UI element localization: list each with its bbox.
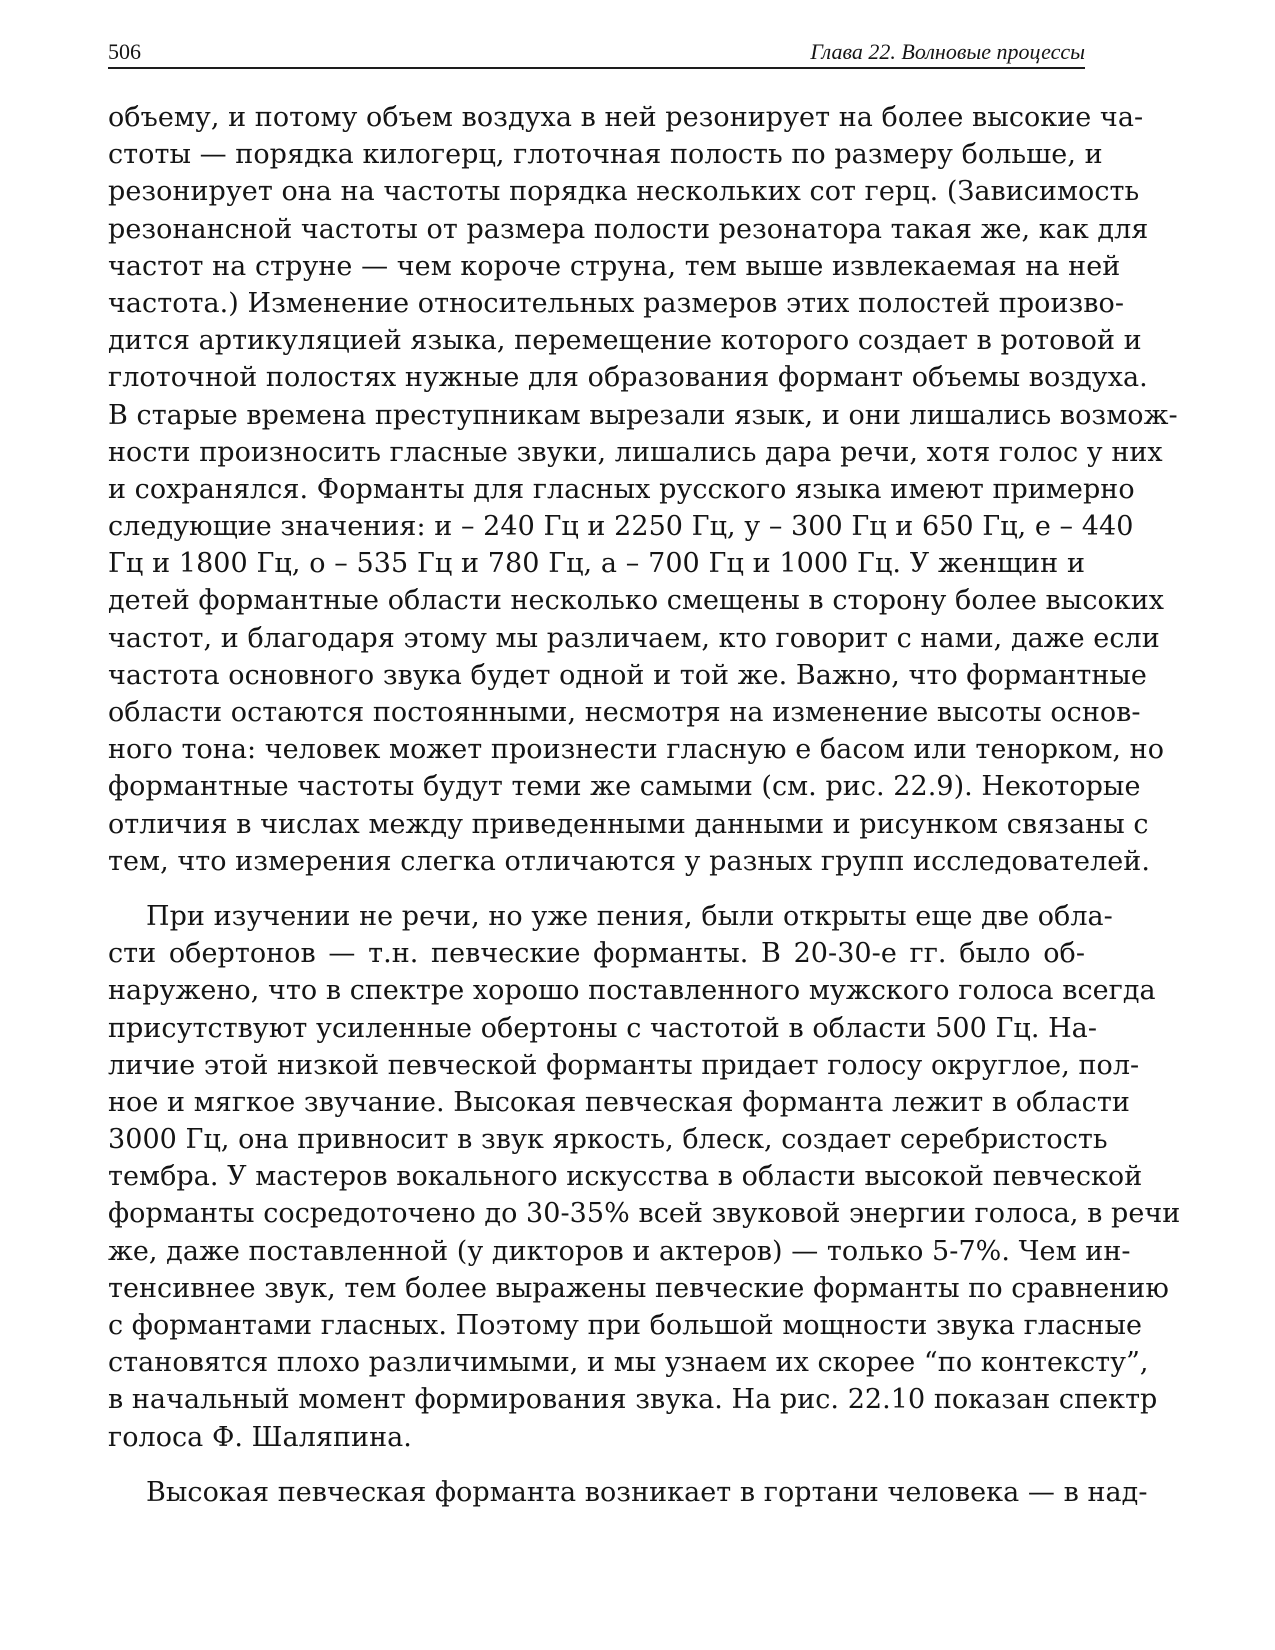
- text-line: объему, и потому объем воздуха в ней резонирует на более высокие ча-: [108, 102, 1144, 133]
- text-line: отличия в числах между приведенными данными и рисунком связаны с: [108, 808, 1149, 840]
- text-line: с формантами гласных. Поэтому при большой мощности звука гласные: [108, 1310, 1143, 1341]
- text-line: следующие значения: и – 240 Гц и 2250 Гц, у – 300 Гц и 650 Гц, е – 440: [108, 511, 1134, 543]
- text-line: глоточной полостях нужные для образования формант объемы воздуха.: [108, 362, 1148, 394]
- paragraph-high-singing-formant: [108, 1474, 1148, 1511]
- text-line: Высокая певческая форманта возникает в гортани человека — в над-: [146, 1476, 1148, 1508]
- text-line: 3000 Гц, она привносит в звук яркость, блеск, создает серебристость: [108, 1124, 1108, 1156]
- header-rule: [108, 67, 1085, 69]
- text-line: голоса Ф. Шаляпина.: [108, 1421, 412, 1453]
- text-line: частот на струне — чем короче струна, тем выше извлекаемая на ней: [108, 250, 1121, 282]
- text-line: детей формантные области несколько смещены в сторону более высоких: [108, 585, 1165, 617]
- paragraph-spacer: [108, 1456, 1085, 1474]
- text-line: присутствуют усиленные обертоны с частотой в области 500 Гц. На-: [108, 1012, 1098, 1044]
- text-line: области остаются постоянными, несмотря на изменение высоты основ-: [108, 697, 1141, 728]
- text-line: тембра. У мастеров вокального искусства в области высокой певческой: [108, 1161, 1143, 1193]
- text-line: тем, что измерения слегка отличаются у разных групп исследователей.: [108, 845, 1150, 877]
- running-header: [108, 36, 1085, 68]
- text-line: При изучении не речи, но уже пения, были открыты еще две обла-: [146, 900, 1113, 932]
- text-line: дится артикуляцией языка, перемещение которого создает в ротовой и: [108, 325, 1142, 357]
- paragraph-spacer: [108, 880, 1085, 898]
- paragraph-formants-vowels: [108, 99, 1178, 880]
- text-line: стоты — порядка килогерц, глоточная полость по размеру больше, и: [108, 139, 1103, 171]
- text-line: резонансной частоты от размера полости резонатора такая же, как для: [108, 213, 1149, 245]
- text-line: ное и мягкое звучание. Высокая певческая форманта лежит в области: [108, 1086, 1130, 1118]
- text-line: ного тона: человек может произнести гласную е басом или тенорком, но: [108, 734, 1165, 766]
- text-line: и сохранялся. Форманты для гласных русского языка имеют примерно: [108, 473, 1135, 505]
- text-line: становятся плохо различимыми, и мы узнаем их скорее “по контексту”,: [108, 1347, 1149, 1379]
- page-body: [108, 99, 1181, 1511]
- text-line: ности произносить гласные звуки, лишались дара речи, хотя голос у них: [108, 436, 1163, 468]
- text-line: частота основного звука будет одной и той же. Важно, что формантные: [108, 659, 1147, 691]
- paragraph-singing-formants: [108, 898, 1181, 1456]
- text-line: В старые времена преступникам вырезали язык, и они лишались возмож-: [108, 399, 1178, 431]
- text-line: частот, и благодаря этому мы различаем, кто говорит с нами, даже если: [108, 622, 1160, 654]
- text-line: сти обертонов — т.н. певческие форманты. В 20-30-е гг. было об-: [108, 938, 1085, 970]
- text-line: в начальный момент формирования звука. На рис. 22.10 показан спектр: [108, 1384, 1158, 1416]
- text-line: Гц и 1800 Гц, о – 535 Гц и 780 Гц, а – 700 Гц и 1000 Гц. У женщин и: [108, 548, 1085, 580]
- text-line: частота.) Изменение относительных размеров этих полостей произво-: [108, 287, 1125, 319]
- text-line: личие этой низкой певческой форманты придает голосу округлое, пол-: [108, 1049, 1140, 1081]
- text-line: форманты сосредоточено до 30-35% всей звуковой энергии голоса, в речи: [108, 1198, 1181, 1230]
- text-line: наружено, что в спектре хорошо поставленного мужского голоса всегда: [108, 975, 1156, 1007]
- text-line: формантные частоты будут теми же самыми (см. рис. 22.9). Некоторые: [108, 771, 1141, 803]
- text-line: резонирует она на частоты порядка нескольких сот герц. (Зависимость: [108, 176, 1140, 208]
- page-number: 506: [108, 39, 141, 64]
- chapter-title: Глава 22. Волновые процессы: [810, 39, 1085, 64]
- text-line: же, даже поставленной (у дикторов и актеров) — только 5-7%. Чем ин-: [108, 1235, 1131, 1267]
- text-line: тенсивнее звук, тем более выражены певческие форманты по сравнению: [108, 1272, 1169, 1304]
